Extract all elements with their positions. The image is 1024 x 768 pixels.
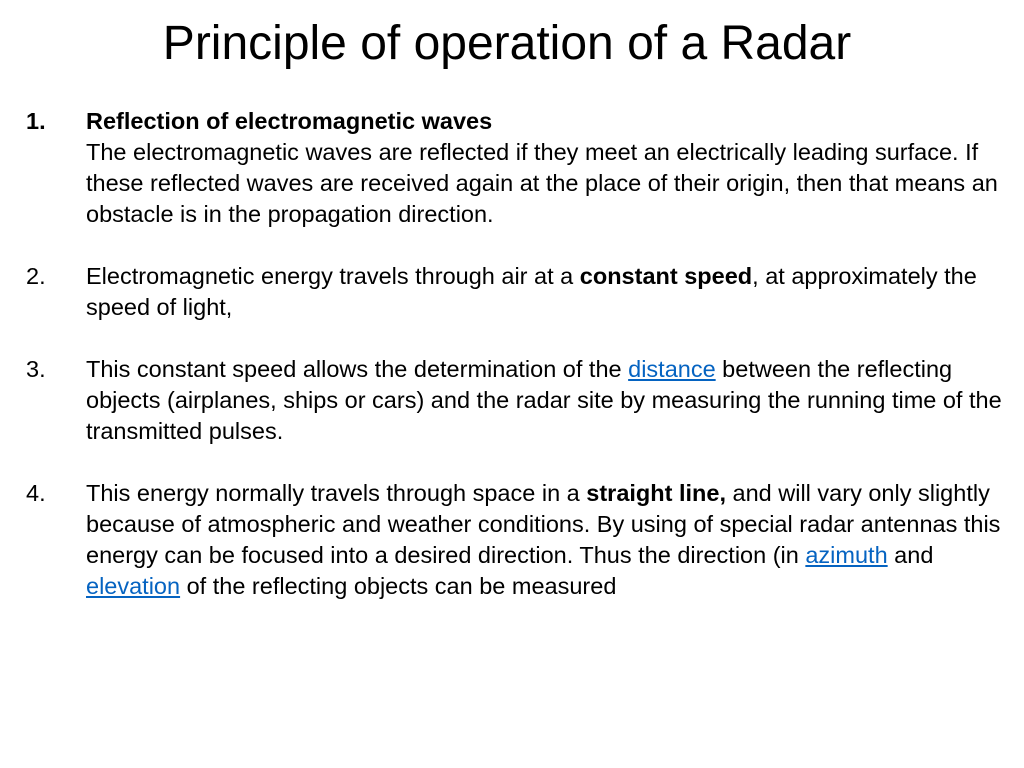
azimuth-link[interactable]: azimuth bbox=[805, 542, 888, 568]
item-text: , at approximately the speed of light, bbox=[86, 263, 977, 320]
item-text: The electromagnetic waves are reflected if they meet an electrically leading surface. If these reflected waves are received again at the place of their origin, then that means an obstacle is in the propagation direction. bbox=[86, 139, 998, 227]
item-text: of the reflecting objects can be measured bbox=[180, 573, 617, 599]
slide-title: Principle of operation of a Radar bbox=[162, 17, 852, 70]
list-item-distance bbox=[26, 354, 1006, 447]
item-text: This energy normally travels through space in a bbox=[86, 480, 587, 506]
bold-phrase-constant-speed: constant speed bbox=[579, 263, 753, 289]
list-item-constant-speed bbox=[26, 261, 1006, 323]
item-text: This constant speed allows the determination of the bbox=[86, 356, 629, 382]
item-text: and will vary only slightly because of atmospheric and weather conditions. By using of special radar antennas this energy can be focused into a desired direction. Thus the direction (in bbox=[86, 480, 1001, 568]
item-text: and bbox=[887, 542, 934, 568]
elevation-link[interactable]: elevation bbox=[86, 573, 181, 599]
list-number: 4. bbox=[26, 480, 46, 506]
list-item-reflection bbox=[26, 106, 1006, 230]
list-number: 2. bbox=[26, 263, 46, 289]
item-text: Electromagnetic energy travels through air at a bbox=[86, 263, 580, 289]
item-text: between the reflecting objects (airplanes, ships or cars) and the radar site by measuring the running time of the transmitted pulses. bbox=[86, 356, 1002, 444]
principle-list bbox=[26, 106, 1006, 633]
distance-link[interactable]: distance bbox=[628, 356, 716, 382]
bold-phrase-straight-line: straight line, bbox=[586, 480, 726, 506]
list-item-straight-line bbox=[26, 478, 1006, 602]
list-number: 3. bbox=[26, 356, 46, 382]
list-number: 1. bbox=[26, 108, 46, 134]
item-heading: Reflection of electromagnetic waves bbox=[86, 108, 493, 134]
